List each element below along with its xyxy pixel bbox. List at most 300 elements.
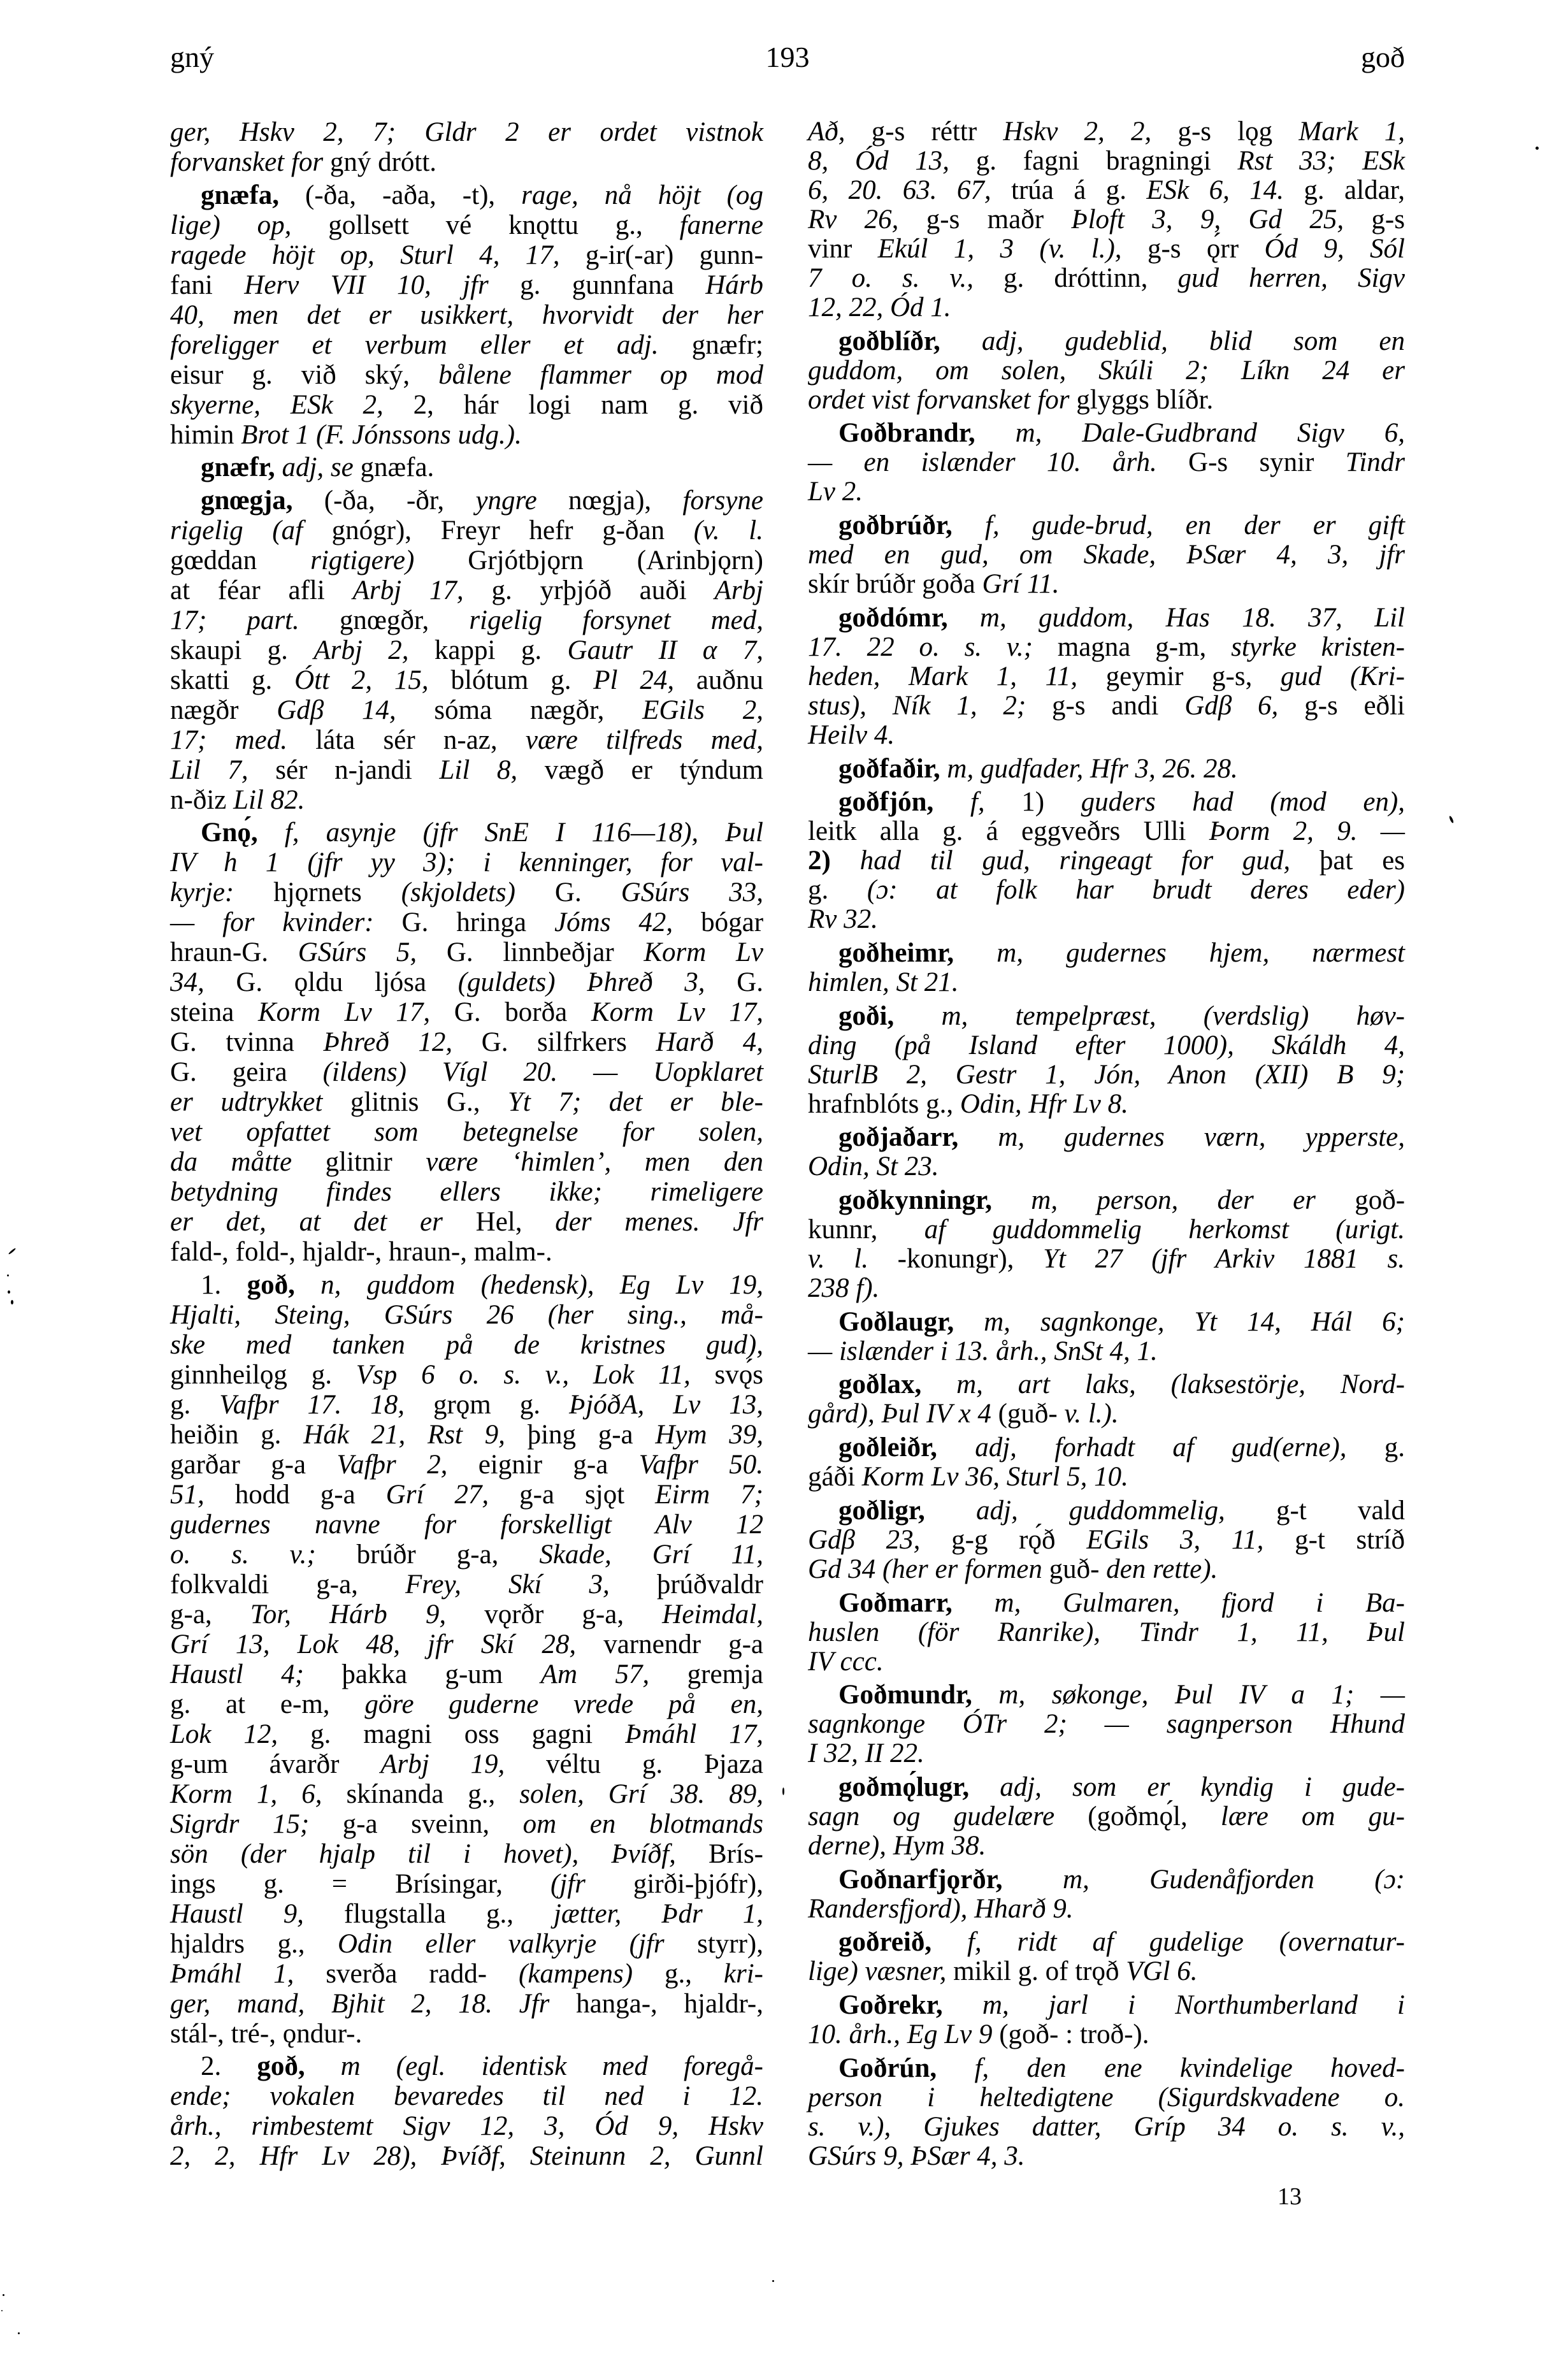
entry-line bbox=[170, 210, 763, 240]
scan-speck bbox=[11, 1300, 13, 1304]
italic-text: Haustl 4; bbox=[170, 1659, 304, 1689]
roman-text: þing g-a bbox=[505, 1419, 656, 1450]
entry-line bbox=[170, 1839, 763, 1869]
entry-line bbox=[808, 1895, 1405, 1924]
italic-text: Pl 24, bbox=[593, 665, 675, 695]
italic-text: I 32, II 22. bbox=[808, 1738, 924, 1769]
italic-text: Arbj 2, bbox=[313, 635, 409, 665]
entry-line bbox=[808, 477, 1405, 507]
dictionary-entry bbox=[808, 1589, 1405, 1677]
italic-text: adj, se bbox=[282, 452, 354, 482]
entry-line bbox=[808, 540, 1405, 570]
dictionary-entry bbox=[808, 2054, 1405, 2171]
italic-text: Tor, Hárb 9, bbox=[250, 1599, 447, 1629]
headword: Goðrekr, bbox=[838, 1990, 943, 2021]
entry-line bbox=[808, 788, 1405, 817]
roman-text bbox=[958, 1122, 998, 1152]
entry-line bbox=[808, 1496, 1405, 1526]
italic-text: 17. 22 o. s. v.; bbox=[808, 632, 1033, 662]
roman-text: G. linnbeðjar bbox=[417, 937, 644, 967]
italic-text: Korm Lv 36, Sturl 5, 10. bbox=[861, 1462, 1128, 1492]
dictionary-entry bbox=[808, 1991, 1405, 2049]
italic-text: — islænder i 13. årh., SnSt 4, 1. bbox=[808, 1336, 1158, 1366]
entry-line bbox=[170, 1659, 763, 1689]
italic-text: (skjoldets) bbox=[401, 877, 515, 907]
entry-line bbox=[170, 1057, 763, 1087]
entry-line bbox=[808, 1802, 1405, 1831]
italic-text: himlen, St 21. bbox=[808, 967, 959, 997]
entry-line bbox=[808, 448, 1405, 477]
entry-line bbox=[808, 1555, 1405, 1584]
italic-text: Þmáhl 17, bbox=[625, 1719, 764, 1749]
italic-text: Heimdal, bbox=[662, 1599, 763, 1629]
entry-line bbox=[170, 877, 763, 907]
entry-line bbox=[808, 1399, 1405, 1429]
italic-text: Odin, St 23. bbox=[808, 1152, 939, 1182]
italic-text: 12, 22, Ód 1. bbox=[808, 292, 951, 322]
guide-word-right: goð bbox=[1361, 41, 1405, 73]
italic-text: Arbj 19, bbox=[380, 1749, 505, 1779]
entry-line bbox=[170, 605, 763, 635]
roman-text: véltu g. Þjaza bbox=[505, 1749, 763, 1779]
right-column bbox=[808, 117, 1405, 2171]
entry-line bbox=[808, 356, 1405, 386]
italic-text: m, tempelpræst, (verdslig) høv- bbox=[941, 1000, 1405, 1031]
entry-line bbox=[808, 662, 1405, 691]
italic-text: Korm Lv 17, bbox=[591, 997, 764, 1027]
italic-text: om en blotmands bbox=[522, 1809, 764, 1839]
italic-text: Hárb bbox=[705, 270, 763, 300]
entry-line bbox=[170, 1177, 763, 1207]
italic-text: Jóms 42, bbox=[554, 907, 673, 937]
dictionary-entry bbox=[808, 327, 1405, 415]
italic-text: adj, forhadt af gud(erne), bbox=[975, 1433, 1347, 1463]
entry-line bbox=[170, 1027, 763, 1057]
italic-text: göre guderne vrede på en, bbox=[364, 1689, 764, 1719]
dictionary-entry bbox=[170, 452, 763, 482]
roman-text: g-a, bbox=[170, 1599, 250, 1629]
italic-text: Korm 1, 6, bbox=[170, 1779, 322, 1809]
roman-text: g. fagni bragningi bbox=[949, 146, 1238, 176]
roman-text: g-s réttr bbox=[845, 117, 1003, 147]
roman-text: Brís- bbox=[675, 1838, 763, 1869]
entry-line bbox=[170, 452, 763, 482]
roman-text: g-s eðli bbox=[1278, 690, 1405, 721]
entry-line bbox=[170, 937, 763, 967]
italic-text: Am 57, bbox=[540, 1659, 650, 1689]
italic-text: med en gud, om Skade, ÞSær 4, 3, jfr bbox=[808, 540, 1405, 570]
italic-text: af guddommelig herkomst (urigt. bbox=[924, 1215, 1405, 1245]
roman-text: g. at e-m, bbox=[170, 1689, 365, 1719]
dictionary-entry bbox=[808, 1186, 1405, 1303]
entry-line bbox=[170, 420, 763, 450]
italic-text: f, den ene kvindelige hoved- bbox=[974, 2053, 1405, 2083]
italic-text: heden, Mark 1, 11, bbox=[808, 661, 1078, 691]
italic-text: Randersfjord), Hharð 9. bbox=[808, 1893, 1074, 1924]
italic-text: had til gud, ringeagt for gud, bbox=[860, 846, 1291, 876]
entry-line bbox=[808, 1526, 1405, 1555]
italic-text: v. l. bbox=[808, 1244, 869, 1274]
italic-text: Hák 21, Rst 9, bbox=[303, 1419, 505, 1450]
entry-line bbox=[170, 1450, 763, 1480]
dictionary-entry bbox=[170, 180, 763, 450]
dictionary-entry bbox=[808, 419, 1405, 507]
entry-line bbox=[808, 235, 1405, 264]
italic-text: Hym 39, bbox=[655, 1419, 764, 1450]
entry-line bbox=[170, 1629, 763, 1659]
italic-text: f, asynje (jfr SnE I 116—18), Þul bbox=[284, 818, 764, 848]
roman-text: vǫrðr g-a, bbox=[446, 1599, 663, 1629]
scan-speck bbox=[1536, 147, 1539, 150]
roman-text: glitnis G., bbox=[322, 1087, 508, 1117]
entry-line bbox=[170, 1480, 763, 1510]
entry-line bbox=[808, 147, 1405, 176]
italic-text: bålene flammer op mod bbox=[438, 359, 763, 390]
italic-text: Odin, Hfr Lv 8. bbox=[960, 1088, 1128, 1119]
roman-text: gnógr), Freyr hefr g-ðan bbox=[303, 515, 694, 545]
dictionary-entry bbox=[808, 1680, 1405, 1768]
roman-text bbox=[275, 452, 282, 482]
italic-text: IV h 1 (jfr yy 3); i kenninger, for val- bbox=[170, 848, 763, 877]
entry-line bbox=[170, 1540, 763, 1570]
italic-text: lige) op, bbox=[170, 210, 292, 240]
roman-text: g-a sveinn, bbox=[309, 1809, 523, 1839]
italic-text: Heilv 4. bbox=[808, 719, 895, 750]
entry-line bbox=[170, 1809, 763, 1839]
italic-text: Ekúl 1, 3 (v. l.), bbox=[877, 234, 1122, 264]
italic-text: guders had (mod en), bbox=[1081, 787, 1405, 818]
entry-line bbox=[808, 293, 1405, 322]
italic-text: 238 f). bbox=[808, 1273, 880, 1304]
roman-text: gáði bbox=[808, 1462, 862, 1492]
entry-line bbox=[170, 695, 763, 725]
entry-line bbox=[808, 691, 1405, 721]
entry-line bbox=[808, 176, 1405, 205]
italic-text: Hjalti, Steing, GSúrs 26 (her sing., må- bbox=[170, 1299, 763, 1330]
roman-text: g. aldar, bbox=[1284, 175, 1406, 205]
italic-text: f, gude-brud, en der er gift bbox=[984, 510, 1405, 541]
italic-text: m, Dale-Gudbrand Sigv 6, bbox=[1015, 418, 1405, 449]
headword: Gnǫ́, bbox=[201, 818, 258, 848]
italic-text: m, gudfader, Hfr 3, 26. 28. bbox=[947, 753, 1238, 784]
roman-text: hraun-G. bbox=[170, 937, 298, 967]
italic-text: være tilfreds med, bbox=[525, 725, 763, 755]
entry-line bbox=[170, 907, 763, 937]
italic-text: 10. årh., Eg Lv 9 bbox=[808, 2019, 993, 2050]
entry-continuation bbox=[808, 117, 1405, 322]
entry-line bbox=[170, 785, 763, 815]
roman-text bbox=[933, 787, 970, 817]
entry-line bbox=[808, 1002, 1405, 1031]
entry-line bbox=[170, 1270, 763, 1300]
roman-text: g-a sjǫt bbox=[489, 1479, 656, 1510]
roman-text: g-s ǫ́rr bbox=[1121, 234, 1265, 264]
headword: goð, bbox=[257, 2051, 305, 2081]
roman-text: magna g-m, bbox=[1032, 632, 1232, 662]
roman-text: sér n-jandi bbox=[248, 755, 440, 785]
roman-text: sverða radd- bbox=[294, 1958, 519, 1989]
italic-text: 2, 2, Hfr Lv 28), Þvíðf, Steinunn 2, Gunnl bbox=[170, 2141, 763, 2171]
roman-text bbox=[925, 1496, 976, 1526]
roman-text: geymir g-s, bbox=[1077, 661, 1281, 691]
italic-text: Gdβ 6, bbox=[1184, 690, 1279, 721]
roman-text: (goðmǫ́l, bbox=[1054, 1801, 1221, 1831]
roman-text: grǫm g. bbox=[404, 1389, 570, 1420]
entry-line bbox=[170, 1929, 763, 1959]
italic-text: vet opfattet som betegnelse for solen, bbox=[170, 1117, 763, 1147]
dictionary-entry bbox=[808, 1002, 1405, 1119]
roman-text bbox=[953, 510, 985, 540]
italic-text: adj, gudeblid, blid som en bbox=[981, 326, 1405, 356]
entry-line bbox=[808, 1337, 1405, 1366]
italic-text: gud (Kri- bbox=[1280, 661, 1405, 691]
roman-text bbox=[943, 1990, 982, 2020]
entry-line bbox=[808, 1773, 1405, 1802]
entry-line bbox=[170, 1117, 763, 1147]
roman-text: eisur g. við ský, bbox=[170, 359, 439, 390]
italic-text: Lil 8, bbox=[439, 755, 518, 785]
roman-text: g. yrþjóð auði bbox=[463, 575, 715, 605]
entry-line bbox=[808, 205, 1405, 235]
roman-text: gnæfa. bbox=[353, 452, 435, 482]
entry-line bbox=[808, 1152, 1405, 1181]
italic-text: rigelig (af bbox=[170, 515, 303, 545]
roman-text: (-ða, -ðr, bbox=[292, 485, 476, 516]
italic-text: (v. l. bbox=[693, 515, 763, 545]
roman-text: glyggs blíðr. bbox=[1069, 384, 1214, 415]
entry-line bbox=[808, 419, 1405, 448]
roman-text: glitnir bbox=[292, 1147, 426, 1177]
entry-line bbox=[808, 1031, 1405, 1060]
roman-text: G-s synir bbox=[1156, 447, 1346, 478]
roman-text: skaupi g. bbox=[170, 635, 314, 665]
italic-text: Gdβ 23, bbox=[808, 1524, 921, 1555]
italic-text: skyerne, ESk 2, bbox=[170, 389, 384, 420]
roman-text: fald-, fold-, hjaldr-, hraun-, malm-. bbox=[170, 1237, 552, 1267]
headword: goðmǫ́lugr, bbox=[838, 1772, 970, 1802]
entry-line bbox=[808, 1274, 1405, 1303]
italic-text: 8, Ód 13, bbox=[808, 146, 950, 176]
italic-text: (kampens) bbox=[519, 1958, 633, 1989]
italic-text: person i heltedigtene (Sigurdskvadene o. bbox=[808, 2082, 1405, 2112]
italic-text: Herv VII 10, jfr bbox=[244, 270, 489, 300]
entry-line bbox=[170, 1869, 763, 1899]
entry-line bbox=[170, 1989, 763, 2019]
entry-line bbox=[808, 386, 1405, 415]
roman-text: g-ir(-ar) gunn- bbox=[559, 240, 763, 270]
roman-text bbox=[937, 1433, 975, 1462]
italic-text: sagn og gudelære bbox=[808, 1801, 1055, 1831]
italic-text: m (egl. identisk med foregå- bbox=[340, 2051, 763, 2081]
headword: gnœgja, bbox=[201, 485, 293, 516]
roman-text: G. ǫldu ljósa bbox=[204, 967, 458, 997]
italic-text: forsyne bbox=[682, 485, 763, 516]
italic-text: 17; part. bbox=[170, 605, 299, 635]
entry-line bbox=[170, 147, 763, 177]
entry-line bbox=[170, 665, 763, 695]
italic-text: Gd 34 (her er formen bbox=[808, 1554, 1042, 1584]
scan-speck bbox=[1, 2310, 3, 2311]
roman-text: G. silfrkers bbox=[452, 1027, 656, 1057]
roman-text: bógar bbox=[673, 907, 764, 937]
italic-text: m, jarl i Northumberland i bbox=[982, 1990, 1405, 2021]
italic-text: ESk 6, 14. bbox=[1146, 175, 1284, 205]
italic-text: 7 o. s. v., bbox=[808, 263, 974, 293]
entry-line bbox=[808, 1245, 1405, 1274]
dictionary-entry bbox=[808, 1496, 1405, 1584]
italic-text: GSúrs 5, bbox=[298, 937, 417, 967]
entry-line bbox=[808, 327, 1405, 356]
italic-text: ÞjóðA, Lv 13, bbox=[569, 1389, 764, 1420]
dictionary-entry bbox=[170, 486, 763, 815]
headword: gnæfa, bbox=[201, 180, 280, 210]
dictionary-entry bbox=[170, 1270, 763, 2049]
entry-line bbox=[808, 603, 1405, 633]
italic-text: rage, nå höjt (og bbox=[521, 180, 763, 210]
italic-text: gård), Þul IV x 4 bbox=[808, 1399, 991, 1429]
roman-text: g-s andi bbox=[1026, 690, 1185, 721]
roman-text: gœddan bbox=[170, 545, 311, 575]
roman-text: n-ðiz bbox=[170, 784, 234, 815]
running-head bbox=[170, 38, 1405, 76]
entry-line bbox=[808, 1215, 1405, 1245]
italic-text: Vafþr 2, bbox=[336, 1449, 448, 1480]
entry-line bbox=[808, 1123, 1405, 1152]
italic-text: guddom, om solen, Skúli 2; Líkn 24 er bbox=[808, 355, 1405, 386]
roman-text: hjǫrnets bbox=[234, 877, 401, 907]
italic-text: Ótt 2, 15, bbox=[294, 665, 429, 695]
entry-line bbox=[170, 1420, 763, 1450]
italic-text: årh., rimbestemt Sigv 12, 3, Ód 9, Hskv bbox=[170, 2111, 763, 2141]
dictionary-entry bbox=[808, 1928, 1405, 1986]
entry-line bbox=[808, 1739, 1405, 1768]
roman-text: Hel, bbox=[442, 1207, 556, 1237]
entry-line bbox=[170, 848, 763, 877]
dictionary-entry bbox=[808, 603, 1405, 750]
entry-line bbox=[808, 1991, 1405, 2020]
italic-text: m, art laks, (laksestörje, Nord- bbox=[956, 1369, 1405, 1400]
italic-text: styrke kristen- bbox=[1231, 632, 1405, 662]
roman-text: g-t vald bbox=[1225, 1495, 1405, 1526]
italic-text: n, guddom (hedensk), Eg Lv 19, bbox=[320, 1269, 763, 1300]
entry-line bbox=[170, 755, 763, 785]
roman-text bbox=[992, 1185, 1031, 1215]
scan-speck bbox=[782, 1787, 784, 1795]
italic-text: o. s. v.; bbox=[170, 1539, 316, 1570]
dictionary-entry bbox=[808, 1370, 1405, 1429]
italic-text: Rv 26, bbox=[808, 205, 899, 235]
entry-line bbox=[170, 486, 763, 516]
italic-text: Yt 27 (jfr Arkiv 1881 s. bbox=[1043, 1244, 1406, 1274]
roman-text: skír brúðr goða bbox=[808, 569, 982, 600]
italic-text: kri- bbox=[723, 1958, 763, 1989]
roman-text: vinr bbox=[808, 234, 878, 264]
italic-text: Grí 13, Lok 48, jfr Skí 28, bbox=[170, 1629, 577, 1659]
italic-text: Korm Lv bbox=[644, 937, 764, 967]
italic-text: huslen (för Ranrike), Tindr 1, 11, Þul bbox=[808, 1617, 1405, 1647]
roman-text: blótum g. bbox=[428, 665, 594, 695]
italic-text: f, ridt af gudelige (overnatur- bbox=[967, 1927, 1405, 1958]
roman-text: eignir g-a bbox=[447, 1449, 639, 1480]
italic-text: derne), Hym 38. bbox=[808, 1830, 986, 1861]
roman-text: mikil g. of trǫð bbox=[946, 1956, 1126, 1987]
italic-text: stus), Ník 1, 2; bbox=[808, 690, 1026, 721]
italic-text: SturlB 2, Gestr 1, Jón, Anon (XII) B 9; bbox=[808, 1059, 1405, 1090]
roman-text bbox=[1003, 1865, 1063, 1895]
italic-text: er udtrykket bbox=[170, 1087, 323, 1117]
roman-text bbox=[940, 754, 947, 784]
roman-text bbox=[954, 938, 996, 968]
italic-text: VGl 6. bbox=[1126, 1956, 1198, 1987]
bold-text: 2) bbox=[808, 846, 831, 876]
italic-text: Yt 7; det er ble- bbox=[508, 1087, 764, 1117]
entry-line bbox=[808, 1186, 1405, 1215]
entry-line bbox=[808, 117, 1405, 147]
entry-line bbox=[808, 1865, 1405, 1895]
headword: goðblíðr, bbox=[838, 326, 940, 356]
italic-text: f, bbox=[970, 787, 985, 818]
italic-text: Lok 12, bbox=[170, 1719, 278, 1749]
page-number: 193 bbox=[765, 41, 810, 73]
roman-text: himin bbox=[170, 419, 241, 450]
italic-text: lære om gu- bbox=[1220, 1801, 1405, 1831]
signature-mark: 13 bbox=[1277, 2183, 1302, 2210]
headword: goði, bbox=[838, 1000, 895, 1031]
entry-line bbox=[808, 817, 1405, 846]
roman-text: folkvaldi g-a, bbox=[170, 1569, 405, 1599]
roman-text bbox=[921, 1369, 956, 1399]
entry-line bbox=[808, 1618, 1405, 1647]
roman-text bbox=[975, 418, 1016, 448]
italic-text: den rette). bbox=[1106, 1554, 1218, 1584]
entry-line bbox=[170, 1959, 763, 1989]
entry-line bbox=[170, 997, 763, 1027]
headword: goðligr, bbox=[838, 1495, 925, 1526]
italic-text: Odin eller valkyrje (jfr bbox=[337, 1928, 665, 1959]
italic-text: Vafþr 17. 18, bbox=[219, 1389, 405, 1420]
headword: goðdómr, bbox=[838, 602, 948, 633]
entry-line bbox=[170, 270, 763, 300]
roman-text: -konungr), bbox=[868, 1244, 1044, 1274]
headword: goðheimr, bbox=[838, 937, 954, 968]
dictionary-entry bbox=[808, 1433, 1405, 1492]
roman-text bbox=[894, 1001, 941, 1031]
entry-line bbox=[808, 1680, 1405, 1710]
italic-text: Lv 2. bbox=[808, 477, 863, 507]
entry-line bbox=[808, 846, 1405, 876]
entry-line bbox=[808, 2054, 1405, 2083]
roman-text: kunnr, bbox=[808, 1215, 924, 1245]
entry-line bbox=[170, 1087, 763, 1117]
italic-text: ger, mand, Bjhit 2, 18. Jfr bbox=[170, 1988, 550, 2019]
roman-text: láta sér n-az, bbox=[287, 725, 526, 755]
roman-text: (goð- : troð-). bbox=[992, 2019, 1149, 2050]
roman-text: hanga-, hjaldr-, bbox=[549, 1988, 763, 2019]
italic-text: betydning findes ellers ikke; rimeligere bbox=[170, 1177, 763, 1207]
entry-line bbox=[808, 939, 1405, 968]
italic-text: Skade, Grí 11, bbox=[539, 1539, 763, 1570]
roman-text: g., bbox=[633, 1958, 724, 1989]
roman-text: G. hringa bbox=[373, 907, 555, 937]
entry-line bbox=[170, 1510, 763, 1540]
entry-line bbox=[170, 390, 763, 420]
italic-text: Grí 27, bbox=[385, 1479, 489, 1510]
roman-text: gnæfr; bbox=[658, 329, 763, 360]
headword: goðleiðr, bbox=[838, 1433, 937, 1463]
entry-line bbox=[170, 818, 763, 848]
italic-text: sagnkonge ÓTr 2; — sagnperson Hhund bbox=[808, 1709, 1405, 1740]
roman-text: steina bbox=[170, 997, 258, 1027]
